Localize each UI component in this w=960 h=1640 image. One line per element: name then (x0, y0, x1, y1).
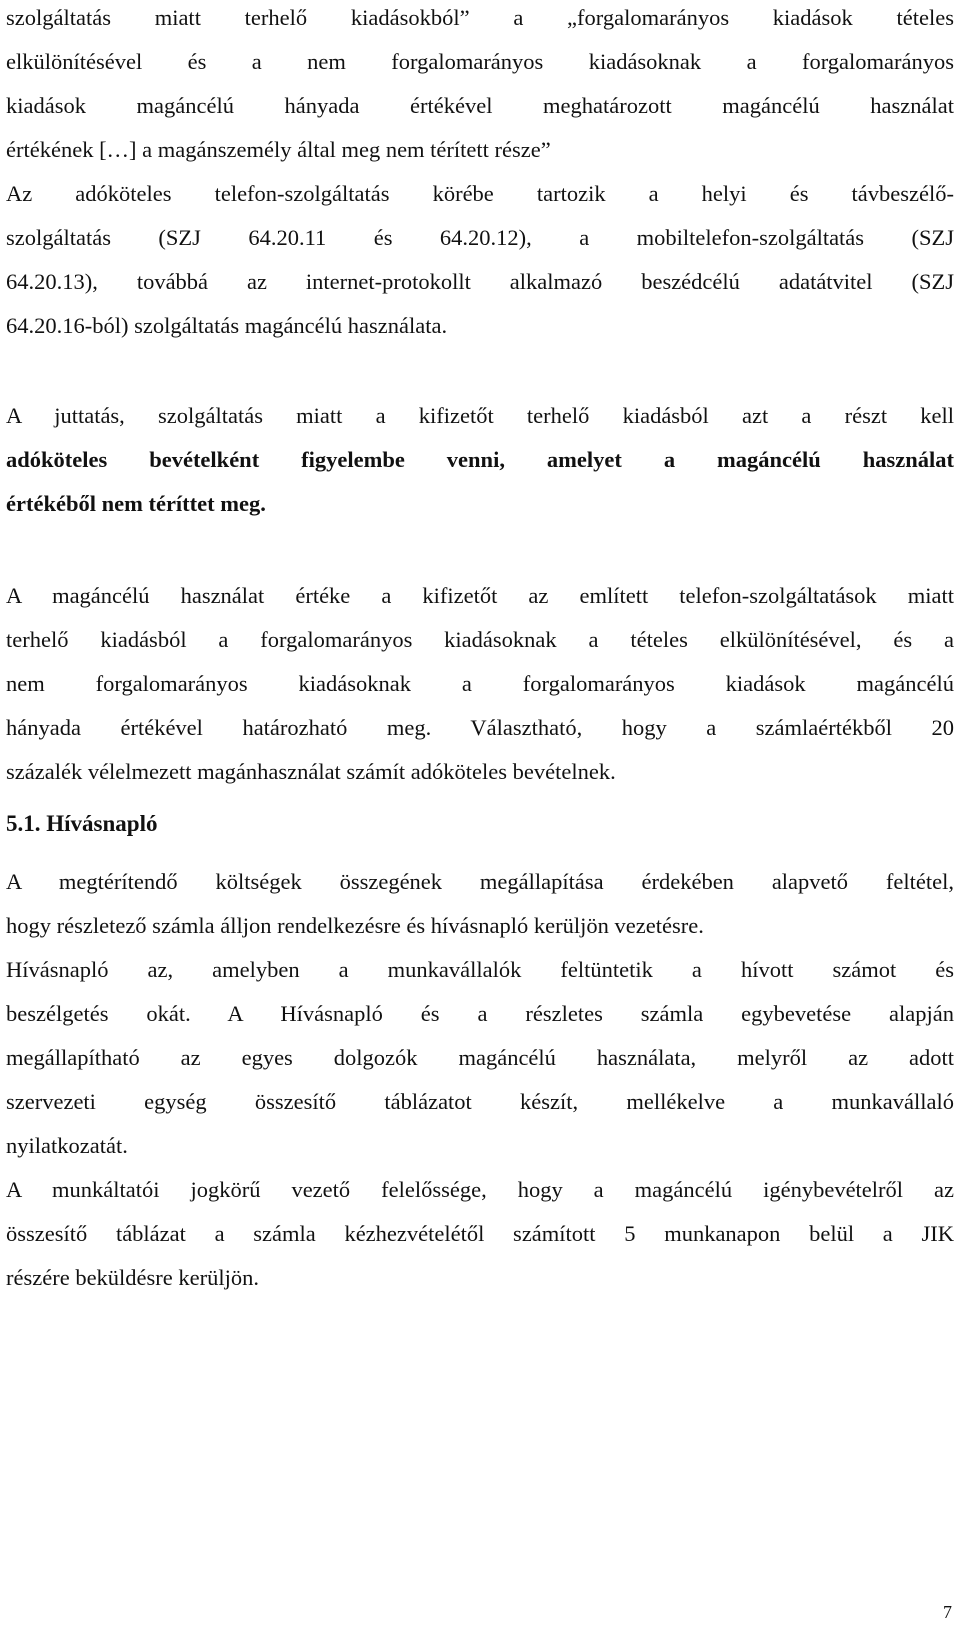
page-number: 7 (943, 1602, 952, 1622)
text-line: elkülönítésével és a nem forgalomarányos kiadásoknak a forgalomarányos (6, 49, 954, 74)
text-line-bold: értékéből nem téríttet meg. (6, 491, 266, 516)
text-line: kiadások magáncélú hányada értékével meghatározott magáncélú használat (6, 93, 954, 118)
text-line: összesítő táblázat a számla kézhezvételétől számított 5 munkanapon belül a JIK (6, 1221, 954, 1246)
section-heading: 5.1. Hívásnapló (6, 811, 158, 836)
text-line: nem forgalomarányos kiadásoknak a forgalomarányos kiadások magáncélú (6, 671, 954, 696)
text-line: A megtérítendő költségek összegének megállapítása érdekében alapvető feltétel, (6, 869, 954, 894)
text-line: részére beküldésre kerüljön. (6, 1265, 260, 1290)
text-line: Az adóköteles telefon-szolgáltatás körébe tartozik a helyi és távbeszélő- (6, 181, 954, 206)
text-line: értékének […] a magánszemély által meg nem térített része” (6, 137, 551, 162)
text-line: Hívásnapló az, amelyben a munkavállalók feltüntetik a hívott számot és (6, 957, 954, 982)
text-line: nyilatkozatát. (6, 1133, 128, 1158)
text-line: A magáncélú használat értéke a kifizetőt az említett telefon-szolgáltatások miatt (6, 583, 954, 608)
text-line: beszélgetés okát. A Hívásnapló és a részletes számla egybevetése alapján (6, 1001, 954, 1026)
text-line: megállapítható az egyes dolgozók magáncélú használata, melyről az adott (6, 1045, 954, 1070)
text-line: szolgáltatás miatt terhelő kiadásokból” a „forgalomarányos kiadások tételes (6, 5, 954, 30)
text-line-bold: adóköteles bevételként figyelembe venni, amelyet a magáncélú használat (6, 447, 954, 472)
text-line: terhelő kiadásból a forgalomarányos kiadásoknak a tételes elkülönítésével, és a (6, 627, 954, 652)
text-line: hányada értékével határozható meg. Választható, hogy a számlaértékből 20 (6, 715, 954, 740)
text-line: szervezeti egység összesítő táblázatot készít, mellékelve a munkavállaló (6, 1089, 954, 1114)
text-line: százalék vélelmezett magánhasználat számít adóköteles bevételnek. (6, 759, 616, 784)
text-line: hogy részletező számla álljon rendelkezésre és hívásnapló kerüljön vezetésre. (6, 913, 704, 938)
text-line: szolgáltatás (SZJ 64.20.11 és 64.20.12), a mobiltelefon-szolgáltatás (SZJ (6, 225, 954, 250)
text-line: A juttatás, szolgáltatás miatt a kifizetőt terhelő kiadásból azt a részt kell (6, 403, 954, 428)
text-line: A munkáltatói jogkörű vezető felelőssége, hogy a magáncélú igénybevételről az (6, 1177, 954, 1202)
text-line: 64.20.16-ból) szolgáltatás magáncélú használata. (6, 313, 448, 338)
text-line: 64.20.13), továbbá az internet-protokollt alkalmazó beszédcélú adatátvitel (SZJ (6, 269, 954, 294)
